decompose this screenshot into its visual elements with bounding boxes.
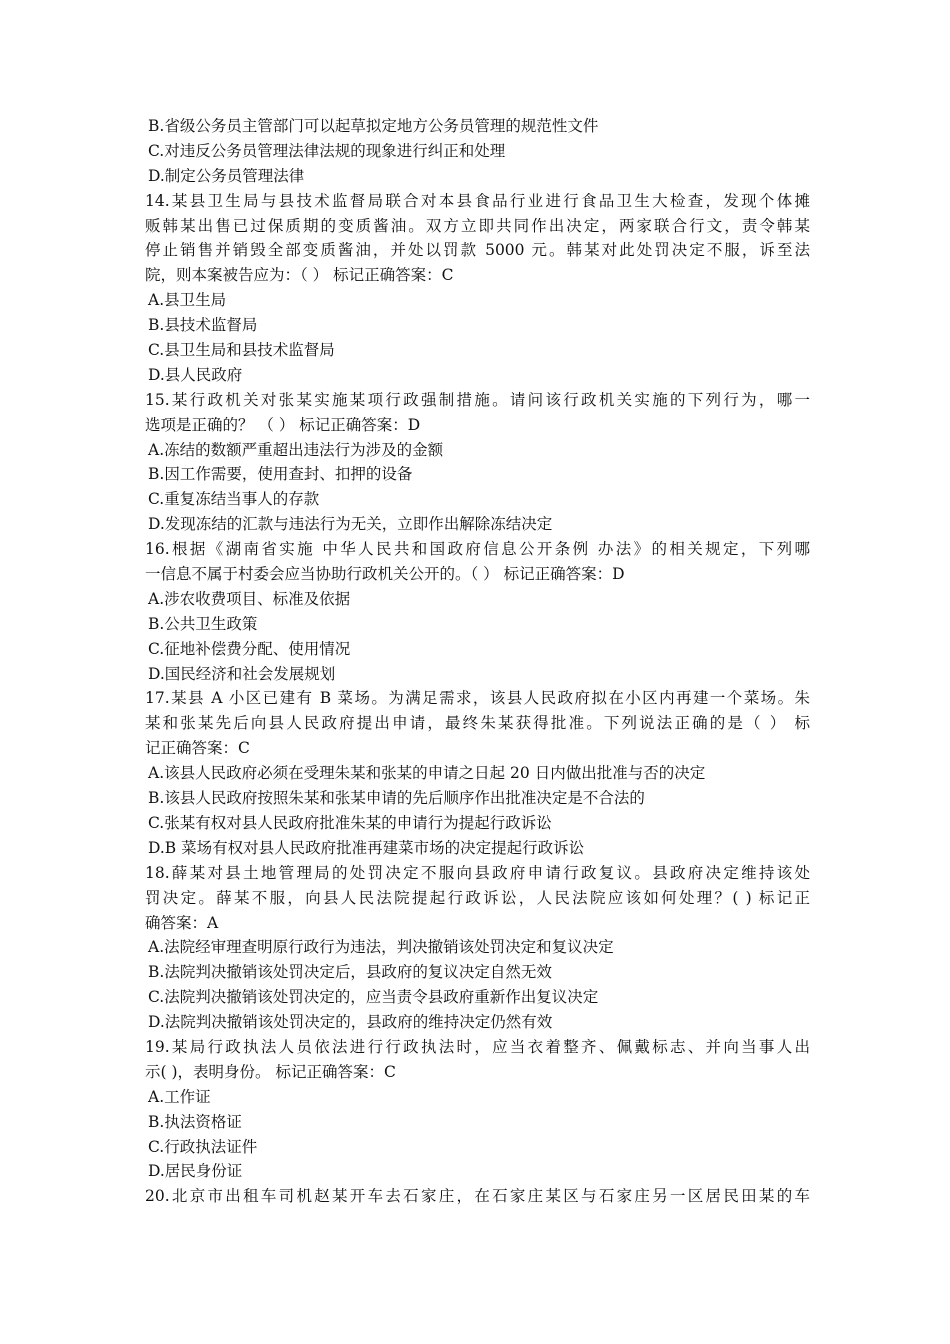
answer-option-line: D.国民经济和社会发展规划 — [148, 664, 336, 683]
answer-option-line: D.居民身份证 — [148, 1162, 243, 1181]
answer-option-line: C.行政执法证件 — [148, 1137, 258, 1156]
answer-option-line: B.公共卫生政策 — [148, 614, 258, 633]
answer-option-line: C.重复冻结当事人的存款 — [148, 490, 320, 509]
answer-option-line: B.县技术监督局 — [148, 316, 258, 335]
question-text-line: 停止销售并销毁全部变质酱油，并处以罚款 5000 元。韩某对此处罚决定不服，诉至法 — [145, 241, 810, 260]
answer-option-line: D.B 菜场有权对县人民政府批准再建菜市场的决定提起行政诉讼 — [148, 838, 585, 857]
question-text-line: 20.北京市出租车司机赵某开车去石家庄，在石家庄某区与石家庄另一区居民田某的车 — [145, 1187, 810, 1206]
answer-option-line: A.该县人民政府必须在受理朱某和张某的申请之日起 20 日内做出批准与否的决定 — [148, 764, 706, 783]
answer-option-line: D.县人民政府 — [148, 365, 243, 384]
answer-option-line: B.因工作需要，使用查封、扣押的设备 — [148, 465, 413, 484]
answer-option-line: D.制定公务员管理法律 — [148, 166, 305, 185]
answer-option-line: A.工作证 — [148, 1087, 211, 1106]
question-text-line: 18.薛某对县土地管理局的处罚决定不服向县政府申请行政复议。县政府决定维持该处 — [145, 863, 810, 882]
answer-option-line: B.省级公务员主管部门可以起草拟定地方公务员管理的规范性文件 — [148, 117, 599, 135]
question-text-line: 17.某县 A 小区已建有 B 菜场。为满足需求，该县人民政府拟在小区内再建一个菜场。朱 — [145, 689, 810, 708]
answer-option-line: C.征地补偿费分配、使用情况 — [148, 639, 351, 658]
question-text-line: 记正确答案：C — [145, 739, 250, 758]
answer-option-line: C.法院判决撤销该处罚决定的，应当责令县政府重新作出复议决定 — [148, 988, 599, 1007]
answer-option-line: B.该县人民政府按照朱某和张某申请的先后顺序作出批准决定是不合法的 — [148, 789, 645, 808]
question-text-line: 16.根据《湖南省实施 中华人民共和国政府信息公开条例 办法》的相关规定，下列哪 — [145, 540, 810, 559]
document-body — [145, 114, 810, 1209]
question-text-line: 19.某局行政执法人员依法进行行政执法时，应当衣着整齐、佩戴标志、并向当事人出 — [145, 1037, 810, 1056]
question-text-line: 15.某行政机关对张某实施某项行政强制措施。请问该行政机关实施的下列行为，哪一 — [145, 390, 810, 409]
answer-option-line: A.冻结的数额严重超出违法行为涉及的金额 — [148, 440, 444, 459]
question-text-line: 选项是正确的？ （ ） 标记正确答案：D — [145, 415, 421, 434]
question-text-line: 贩韩某出售已过保质期的变质酱油。双方立即共同作出决定，两家联合行文，责令韩某 — [145, 216, 810, 235]
answer-option-line: C.张某有权对县人民政府批准朱某的申请行为提起行政诉讼 — [148, 813, 552, 832]
answer-option-line: A.涉农收费项目、标准及依据 — [148, 589, 351, 608]
answer-option-line: A.法院经审理查明原行政行为违法，判决撤销该处罚决定和复议决定 — [148, 938, 614, 957]
answer-option-line: B.法院判决撤销该处罚决定后，县政府的复议决定自然无效 — [148, 963, 552, 982]
answer-option-line: B.执法资格证 — [148, 1112, 242, 1131]
question-text-line: 确答案：A — [145, 913, 219, 932]
question-text-line: 一信息不属于村委会应当协助行政机关公开的。（ ） 标记正确答案：D — [145, 565, 625, 584]
question-text-line: 罚决定。薛某不服，向县人民法院提起行政诉讼，人民法院应该如何处理？( ) 标记正 — [145, 888, 810, 907]
question-text-line: 示( )，表明身份。 标记正确答案：C — [145, 1062, 396, 1081]
answer-option-line: C.县卫生局和县技术监督局 — [148, 341, 335, 360]
answer-option-line: D.发现冻结的汇款与违法行为无关，立即作出解除冻结决定 — [148, 515, 553, 534]
question-text-line: 14.某县卫生局与县技术监督局联合对本县食品行业进行食品卫生大检查，发现个体摊 — [145, 191, 810, 210]
question-text-line: 院，则本案被告应为：（ ） 标记正确答案：C — [145, 266, 454, 285]
question-text-line: 某和张某先后向县人民政府提出申请，最终朱某获得批准。下列说法正确的是（ ） 标 — [145, 714, 810, 733]
answer-option-line: A.县卫生局 — [148, 291, 227, 310]
answer-option-line: D.法院判决撤销该处罚决定的，县政府的维持决定仍然有效 — [148, 1013, 553, 1032]
answer-option-line: C.对违反公务员管理法律法规的现象进行纠正和处理 — [148, 141, 506, 160]
